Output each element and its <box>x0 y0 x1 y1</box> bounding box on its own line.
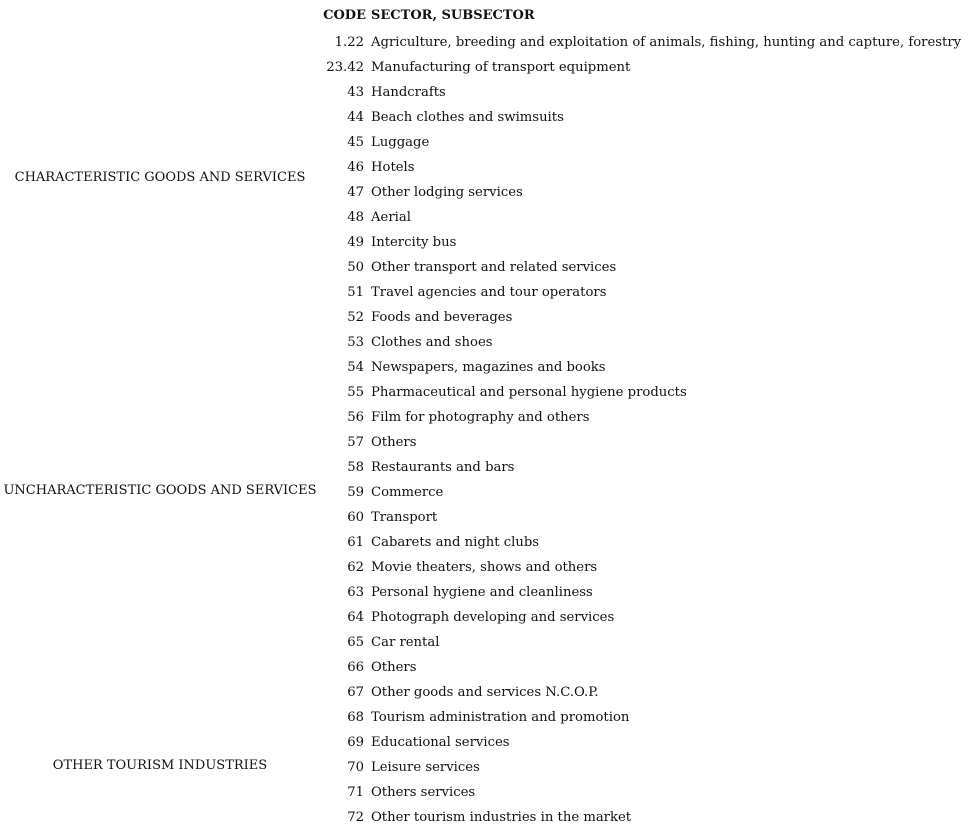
row-label: Aerial <box>371 210 411 225</box>
row-code: 48 <box>347 210 364 225</box>
table-row <box>0 105 972 130</box>
group-label-characteristic: CHARACTERISTIC GOODS AND SERVICES <box>14 170 306 185</box>
row-label: Clothes and shoes <box>371 335 493 350</box>
row-label: Others services <box>371 785 476 800</box>
table-row <box>0 30 972 55</box>
table-row <box>0 505 972 530</box>
row-code: 71 <box>347 785 364 800</box>
row-code: 66 <box>347 660 364 675</box>
table-row <box>0 280 972 305</box>
row-label: Tourism administration and promotion <box>371 710 630 725</box>
row-label: Intercity bus <box>371 235 457 250</box>
row-code: 63 <box>347 585 364 600</box>
table-row <box>0 255 972 280</box>
row-code: 72 <box>347 810 364 825</box>
table-row <box>0 430 972 455</box>
table-row <box>0 305 972 330</box>
table-row <box>0 805 972 830</box>
table-row <box>0 705 972 730</box>
row-code: 23.42 <box>326 60 364 75</box>
row-label: Hotels <box>371 160 415 175</box>
table-row <box>0 380 972 405</box>
row-label: Car rental <box>371 635 440 650</box>
row-label: Foods and beverages <box>371 310 513 325</box>
table-row <box>0 480 972 505</box>
row-label: Other lodging services <box>371 185 523 200</box>
row-label: Travel agencies and tour operators <box>371 285 607 300</box>
table-row <box>0 55 972 80</box>
row-label: Personal hygiene and cleanliness <box>371 585 593 600</box>
table-row <box>0 780 972 805</box>
row-label: Handcrafts <box>371 85 446 100</box>
code-column-header: CODE <box>323 8 366 23</box>
sector-column-header: SECTOR, SUBSECTOR <box>371 8 535 23</box>
row-code: 56 <box>347 410 364 425</box>
row-label: Leisure services <box>371 760 480 775</box>
group-label-other-tourism: OTHER TOURISM INDUSTRIES <box>52 758 268 773</box>
row-label: Restaurants and bars <box>371 460 515 475</box>
row-label: Other transport and related services <box>371 260 617 275</box>
row-code: 65 <box>347 635 364 650</box>
row-label: Film for photography and others <box>371 410 590 425</box>
table-row <box>0 605 972 630</box>
row-code: 43 <box>347 85 364 100</box>
row-code: 54 <box>347 360 364 375</box>
row-code: 46 <box>347 160 364 175</box>
row-code: 67 <box>347 685 364 700</box>
table-row <box>0 330 972 355</box>
row-code: 68 <box>347 710 364 725</box>
row-label: Movie theaters, shows and others <box>371 560 598 575</box>
row-label: Manufacturing of transport equipment <box>371 60 631 75</box>
row-code: 50 <box>347 260 364 275</box>
table-row <box>0 680 972 705</box>
table-row <box>0 630 972 655</box>
table-row <box>0 80 972 105</box>
table-row <box>0 405 972 430</box>
group-label-uncharacteristic: UNCHARACTERISTIC GOODS AND SERVICES <box>3 483 317 498</box>
row-code: 69 <box>347 735 364 750</box>
row-label: Other goods and services N.C.O.P. <box>371 685 599 700</box>
row-code: 60 <box>347 510 364 525</box>
row-code: 70 <box>347 760 364 775</box>
table-row <box>0 555 972 580</box>
row-label: Educational services <box>371 735 510 750</box>
row-code: 1.22 <box>334 35 364 50</box>
table-row <box>0 155 972 180</box>
row-label: Other tourism industries in the market <box>371 810 632 825</box>
row-label: Cabarets and night clubs <box>371 535 540 550</box>
row-code: 62 <box>347 560 364 575</box>
row-code: 45 <box>347 135 364 150</box>
row-label: Newspapers, magazines and books <box>371 360 606 375</box>
row-code: 58 <box>347 460 364 475</box>
row-label: Others <box>371 660 417 675</box>
row-code: 49 <box>347 235 364 250</box>
row-label: Agriculture, breeding and exploitation of animals, fishing, hunting and capture, forestry <box>371 35 962 50</box>
row-code: 55 <box>347 385 364 400</box>
row-label: Pharmaceutical and personal hygiene products <box>371 385 687 400</box>
row-label: Transport <box>371 510 438 525</box>
row-label: Beach clothes and swimsuits <box>371 110 564 125</box>
row-label: Photograph developing and services <box>371 610 615 625</box>
table-row <box>0 455 972 480</box>
row-code: 52 <box>347 310 364 325</box>
row-code: 64 <box>347 610 364 625</box>
table-row <box>0 580 972 605</box>
table-row <box>0 355 972 380</box>
table-row <box>0 205 972 230</box>
table-row <box>0 530 972 555</box>
table-row <box>0 655 972 680</box>
row-code: 47 <box>347 185 364 200</box>
row-label: Commerce <box>371 485 444 500</box>
table-row <box>0 180 972 205</box>
row-code: 53 <box>347 335 364 350</box>
row-code: 44 <box>347 110 364 125</box>
row-code: 51 <box>347 285 364 300</box>
table-row <box>0 130 972 155</box>
row-code: 59 <box>347 485 364 500</box>
row-code: 61 <box>347 535 364 550</box>
row-label: Others <box>371 435 417 450</box>
row-label: Luggage <box>371 135 430 150</box>
row-code: 57 <box>347 435 364 450</box>
table-row <box>0 230 972 255</box>
table-row <box>0 730 972 755</box>
table-row <box>0 755 972 780</box>
